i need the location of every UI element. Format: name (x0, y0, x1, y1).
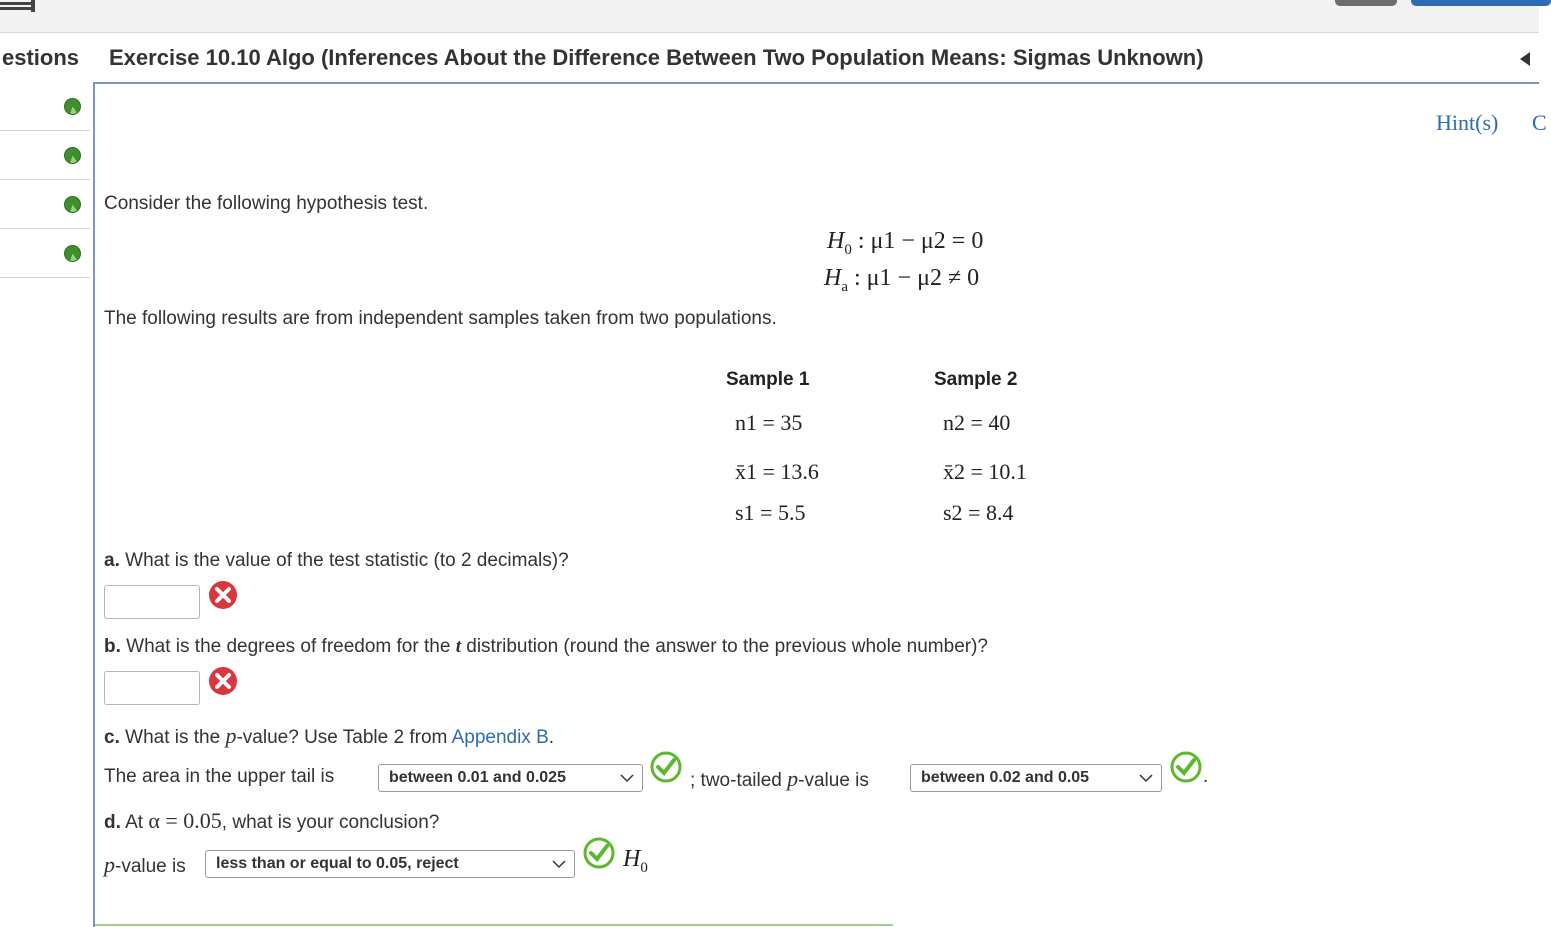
incorrect-icon (208, 580, 238, 610)
intro-text: Consider the following hypothesis test. (104, 193, 429, 214)
sample1-sd: s1 = 5.5 (735, 500, 806, 525)
hints-link[interactable]: Hint(s) (1436, 110, 1499, 135)
sample2-mean: x̄2 = 10.1 (943, 459, 1027, 484)
conclusion-select[interactable]: less than or equal to 0.05, reject (205, 850, 575, 878)
question-a: a. What is the value of the test statistic (to 2 decimals)? (104, 550, 569, 571)
results-text: The following results are from independent samples taken from two populations. (104, 308, 777, 329)
exercise-title: Exercise 10.10 Algo (Inferences About the Difference Between Two Population Means: Sigmas Unknown) (109, 45, 1204, 70)
sample1-heading: Sample 1 (726, 369, 810, 390)
correct-check-icon (1170, 751, 1202, 783)
chevron-down-icon (620, 771, 634, 785)
null-hypothesis: $H_0$ : μ1 − μ2 = 0 (827, 228, 984, 258)
question-list-item[interactable] (0, 82, 90, 131)
complete-status-icon (64, 245, 81, 262)
correct-check-icon (650, 751, 682, 783)
sample2-heading: Sample 2 (934, 369, 1018, 390)
appendix-b-link[interactable]: Appendix B (451, 727, 549, 748)
degrees-of-freedom-input[interactable] (104, 671, 200, 705)
questions-panel-header: estions (2, 45, 80, 70)
sentence-period: . (1203, 766, 1209, 787)
question-list-item[interactable] (0, 229, 90, 278)
complete-status-icon (64, 147, 81, 164)
two-tailed-label: ; two-tailed p-value is (690, 766, 869, 791)
question-list-item[interactable] (0, 131, 90, 180)
conclusion-hypothesis: $H_0$ (623, 846, 648, 876)
upper-tail-label: The area in the upper tail is (104, 766, 335, 787)
chevron-down-icon (552, 857, 566, 871)
upper-tail-select[interactable]: between 0.01 and 0.025 (378, 764, 643, 792)
top-toolbar (0, 0, 1539, 33)
sample2-sd: s2 = 8.4 (943, 500, 1014, 525)
question-b: b. What is the degrees of freedom for the t distribution (round the answer to the previous whole number)? (104, 636, 988, 657)
question-c: c. What is the p-value? Use Table 2 from Appendix B. (104, 723, 555, 748)
alternative-hypothesis: $H_a$ : μ1 − μ2 ≠ 0 (824, 265, 980, 295)
question-d: d. At α = 0.05, what is your conclusion? (104, 808, 440, 833)
hint-extra-link[interactable]: C (1532, 110, 1547, 135)
test-statistic-input[interactable] (104, 585, 200, 619)
two-tailed-select[interactable]: between 0.02 and 0.05 (910, 764, 1162, 792)
complete-status-icon (64, 196, 81, 213)
chevron-down-icon (1139, 771, 1153, 785)
sample1-n: n1 = 35 (735, 410, 803, 435)
sample1-mean: x̄1 = 13.6 (735, 459, 819, 484)
question-list-item[interactable] (0, 180, 90, 229)
collapse-arrow-icon[interactable] (1520, 52, 1530, 66)
incorrect-icon (208, 666, 238, 696)
toolbar-button-gray[interactable] (1335, 0, 1397, 6)
menu-icon[interactable] (0, 0, 36, 14)
complete-status-icon (64, 98, 81, 115)
toolbar-button-blue[interactable] (1411, 0, 1551, 6)
progress-line (95, 924, 893, 926)
conclusion-label: p-value is (104, 852, 186, 877)
correct-check-icon (583, 837, 615, 869)
sample2-n: n2 = 40 (943, 410, 1011, 435)
